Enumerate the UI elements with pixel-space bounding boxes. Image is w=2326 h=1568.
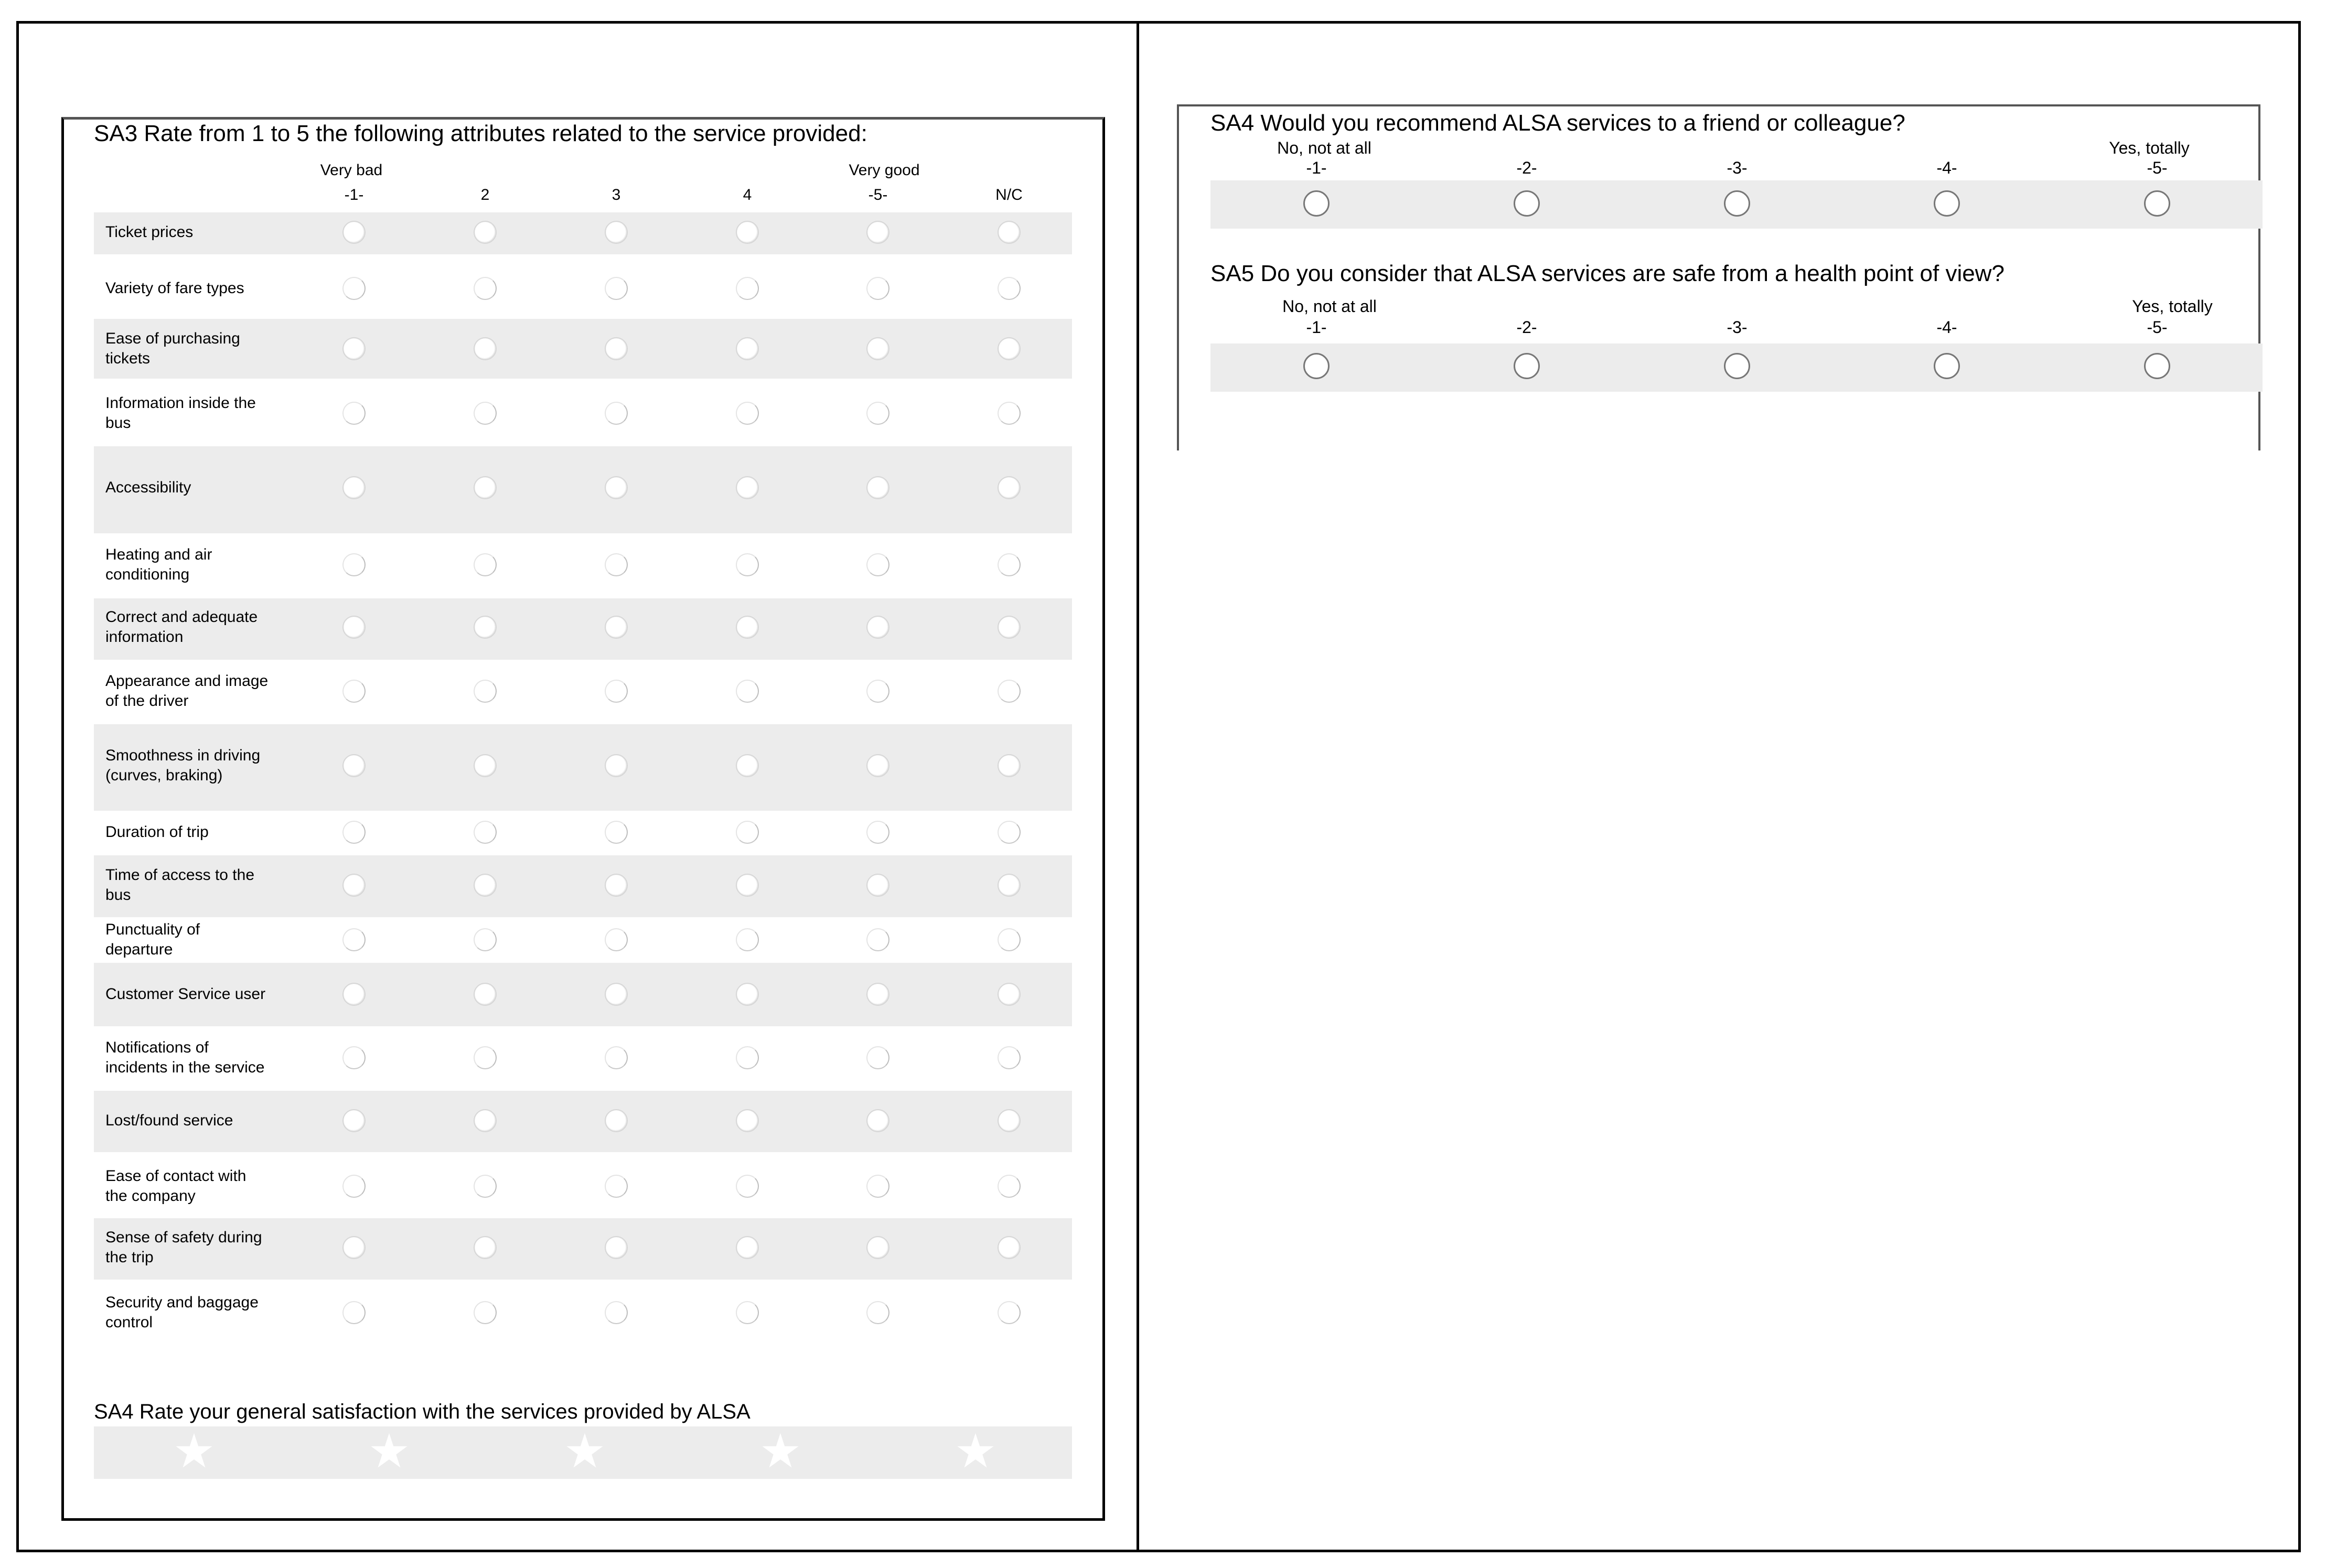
sa4-low-label: No, not at all [1277,138,1371,157]
sa3-rating-radio[interactable] [605,983,628,1006]
sa3-rating-radio[interactable] [474,1109,497,1132]
sa3-rating-radio[interactable] [605,402,628,425]
sa4-high-label: Yes, totally [2109,138,2190,157]
sa3-rating-radio[interactable] [474,1046,497,1069]
sa5-option-radio[interactable] [2144,353,2170,379]
sa3-rating-radio[interactable] [998,983,1021,1006]
sa3-rating-radio[interactable] [342,754,366,777]
sa3-rating-radio[interactable] [474,1236,497,1259]
sa3-rating-radio[interactable] [605,1046,628,1069]
sa3-rating-radio[interactable] [342,680,366,703]
sa3-rating-radio[interactable] [342,1046,366,1069]
sa3-rating-radio[interactable] [998,277,1021,300]
sa3-rating-radio[interactable] [736,754,759,777]
sa3-rating-radio[interactable] [866,1046,889,1069]
sa5-high-label: Yes, totally [2132,297,2213,316]
sa3-rating-radio[interactable] [342,616,366,639]
star-icon[interactable]: ★ [173,1425,216,1478]
sa3-rating-radio[interactable] [866,754,889,777]
sa3-rating-radio[interactable] [605,1301,628,1324]
sa3-rating-radio[interactable] [605,928,628,951]
sa3-rating-radio[interactable] [736,337,759,360]
sa3-rating-radio[interactable] [342,337,366,360]
sa3-rating-radio[interactable] [474,221,497,244]
sa3-rating-radio[interactable] [605,616,628,639]
sa3-rating-radio[interactable] [866,983,889,1006]
sa3-rating-radio[interactable] [605,221,628,244]
sa3-row-label: Correct and adequate information [105,608,258,646]
sa3-rating-radio[interactable] [998,221,1021,244]
sa3-rating-radio[interactable] [342,1109,366,1132]
sa3-column-header: 4 [743,186,752,203]
sa4-column-number: -1- [1306,158,1327,177]
sa3-row-label: Duration of trip [105,823,209,841]
sa3-rating-radio[interactable] [474,337,497,360]
sa3-rating-radio[interactable] [605,277,628,300]
sa3-rating-radio[interactable] [736,874,759,897]
sa3-rating-radio[interactable] [998,928,1021,951]
sa3-rating-radio[interactable] [605,821,628,844]
sa3-rating-radio[interactable] [736,1109,759,1132]
sa3-column-header: 2 [480,186,490,203]
sa3-rating-radio[interactable] [998,553,1021,576]
sa3-rating-radio[interactable] [474,402,497,425]
sa3-rating-radio[interactable] [474,983,497,1006]
sa3-rating-radio[interactable] [342,928,366,951]
sa3-rating-radio[interactable] [998,402,1021,425]
sa3-rating-radio[interactable] [736,402,759,425]
sa3-rating-radio[interactable] [866,402,889,425]
sa3-row-label: Lost/found service [105,1112,233,1129]
sa3-rating-radio[interactable] [998,476,1021,499]
sa5-low-label: No, not at all [1282,297,1377,316]
sa3-rating-radio[interactable] [998,754,1021,777]
sa3-row-label: Ticket prices [105,223,194,241]
sa3-rating-radio[interactable] [474,680,497,703]
sa4-option-radio[interactable] [2144,190,2170,217]
sa3-rating-radio[interactable] [866,476,889,499]
sa4-recommend-title: SA4 Would you recommend ALSA services to a friend or colleague? [1210,110,1905,136]
sa3-rating-radio[interactable] [736,1175,759,1198]
sa5-column-number: -1- [1306,318,1327,337]
sa3-row-label: Ease of purchasing tickets [105,330,240,367]
sa3-row-label: Smoothness in driving (curves, braking) [105,747,261,784]
sa3-rating-radio[interactable] [866,553,889,576]
sa3-rating-radio[interactable] [736,928,759,951]
sa4-column-number: -4- [1936,158,1957,177]
sa3-rating-radio[interactable] [998,1236,1021,1259]
sa5-column-number: -3- [1727,318,1748,337]
sa5-option-radio[interactable] [1303,353,1330,379]
sa3-rating-radio[interactable] [474,1175,497,1198]
sa3-rating-radio[interactable] [474,616,497,639]
sa5-column-number: -4- [1936,318,1957,337]
sa3-rating-radio[interactable] [342,983,366,1006]
sa5-column-number: -2- [1516,318,1537,337]
sa3-rating-radio[interactable] [998,616,1021,639]
sa3-row-label: Security and baggage control [105,1294,259,1331]
sa3-rating-radio[interactable] [605,680,628,703]
sa3-row-label: Appearance and image of the driver [105,672,269,710]
sa3-row-label: Heating and air conditioning [105,546,212,583]
sa3-rating-radio[interactable] [736,1301,759,1324]
sa3-rating-radio[interactable] [474,553,497,576]
sa3-rating-radio[interactable] [342,1301,366,1324]
sa3-rating-radio[interactable] [866,874,889,897]
sa3-rating-radio[interactable] [605,1109,628,1132]
sa3-question-title: SA3 Rate from 1 to 5 the following attributes related to the service provided: [94,121,867,146]
sa4-column-number: -5- [2147,158,2168,177]
star-icon[interactable]: ★ [563,1425,606,1478]
sa4-option-radio[interactable] [1724,190,1750,217]
sa3-rating-radio[interactable] [998,1175,1021,1198]
sa3-rating-radio[interactable] [605,553,628,576]
sa3-rating-radio[interactable] [736,821,759,844]
sa3-rating-radio[interactable] [474,874,497,897]
sa4-option-radio[interactable] [1514,190,1540,217]
sa3-rating-radio[interactable] [474,754,497,777]
sa4-option-radio[interactable] [1303,190,1330,217]
sa3-rating-radio[interactable] [866,221,889,244]
sa3-row-label: Variety of fare types [105,280,244,297]
sa3-rating-radio[interactable] [342,1175,366,1198]
sa3-rating-radio[interactable] [342,874,366,897]
sa3-rating-radio[interactable] [342,553,366,576]
sa3-rating-radio[interactable] [342,1236,366,1259]
sa3-rating-radio[interactable] [998,1046,1021,1069]
sa3-scale-low-label: Very bad [320,162,383,179]
sa5-option-radio[interactable] [1934,353,1960,379]
sa3-column-header: -5- [868,186,888,203]
sa3-rating-radio[interactable] [605,754,628,777]
sa4-column-number: -3- [1727,158,1748,177]
sa3-rating-radio[interactable] [736,277,759,300]
sa3-rating-radio[interactable] [866,1175,889,1198]
page-divider [1137,21,1139,1552]
sa3-rating-radio[interactable] [342,277,366,300]
sa3-rating-radio[interactable] [342,821,366,844]
sa3-rating-radio[interactable] [736,680,759,703]
star-icon[interactable]: ★ [954,1425,997,1478]
sa3-row-label: Punctuality of departure [105,921,200,958]
sa3-rating-radio[interactable] [342,402,366,425]
sa3-rating-radio[interactable] [736,1236,759,1259]
sa3-rating-radio[interactable] [998,680,1021,703]
sa5-option-radio[interactable] [1724,353,1750,379]
sa3-rating-radio[interactable] [342,221,366,244]
sa3-rating-radio[interactable] [342,476,366,499]
sa3-column-header: 3 [612,186,621,203]
sa4-column-number: -2- [1516,158,1537,177]
sa3-rating-radio[interactable] [474,277,497,300]
sa3-rating-radio[interactable] [866,928,889,951]
sa3-column-header: N/C [995,186,1023,203]
sa3-rating-radio[interactable] [736,553,759,576]
sa3-row-label: Notifications of incidents in the service [105,1039,265,1076]
sa3-row-label: Ease of contact with the company [105,1167,246,1205]
sa3-rating-radio[interactable] [998,337,1021,360]
sa5-option-radio[interactable] [1514,353,1540,379]
sa3-rating-radio[interactable] [998,821,1021,844]
sa3-row-label: Time of access to the bus [105,866,255,904]
star-icon[interactable]: ★ [759,1425,802,1478]
sa3-row-label: Customer Service user [105,985,266,1003]
sa3-rating-radio[interactable] [474,928,497,951]
star-icon[interactable]: ★ [368,1425,411,1478]
sa3-rating-radio[interactable] [605,1236,628,1259]
sa3-rating-radio[interactable] [866,1301,889,1324]
sa3-rating-radio[interactable] [998,1301,1021,1324]
sa4-satisfaction-title: SA4 Rate your general satisfaction with the services provided by ALSA [94,1400,751,1423]
sa3-rating-radio[interactable] [736,983,759,1006]
sa3-column-header: -1- [344,186,364,203]
sa5-health-title: SA5 Do you consider that ALSA services are safe from a health point of view? [1210,261,2005,286]
sa3-row-label: Accessibility [105,479,191,496]
sa4-option-radio[interactable] [1934,190,1960,217]
sa3-rating-radio[interactable] [474,821,497,844]
sa3-rating-radio[interactable] [736,221,759,244]
sa3-rating-radio[interactable] [474,476,497,499]
sa3-rating-radio[interactable] [866,277,889,300]
sa5-column-number: -5- [2147,318,2168,337]
sa3-rating-radio[interactable] [866,616,889,639]
sa3-rating-radio[interactable] [866,337,889,360]
sa3-rating-radio[interactable] [736,616,759,639]
sa3-rating-radio[interactable] [998,874,1021,897]
sa3-rating-radio[interactable] [866,1109,889,1132]
sa3-rating-radio[interactable] [605,874,628,897]
sa3-rating-radio[interactable] [605,1175,628,1198]
sa3-rating-radio[interactable] [866,1236,889,1259]
sa3-rating-radio[interactable] [736,476,759,499]
sa3-rating-radio[interactable] [736,1046,759,1069]
sa3-rating-radio[interactable] [866,680,889,703]
sa3-rating-radio[interactable] [998,1109,1021,1132]
sa3-rating-radio[interactable] [605,476,628,499]
sa3-row-label: Sense of safety during the trip [105,1229,262,1266]
sa3-row-label: Information inside the bus [105,394,256,432]
sa3-rating-radio[interactable] [605,337,628,360]
sa3-scale-high-label: Very good [849,162,920,179]
sa3-rating-radio[interactable] [474,1301,497,1324]
sa3-rating-radio[interactable] [866,821,889,844]
